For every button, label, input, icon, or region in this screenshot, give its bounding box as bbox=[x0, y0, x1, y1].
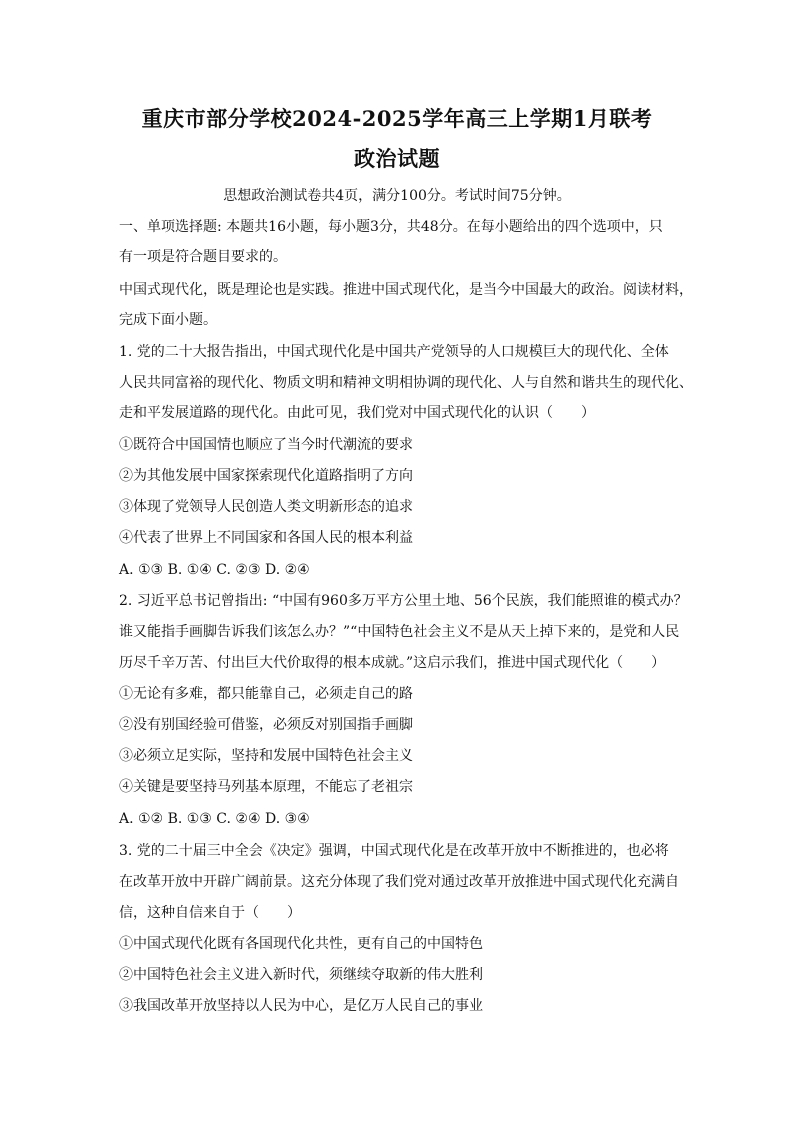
q2-stem: 历尽千辛万苦、付出巨大代价取得的根本成就。”这启示我们，推进中国式现代化（ ） bbox=[119, 655, 666, 671]
q1-statement: ③体现了党领导人民创造人类文明新形态的追求 bbox=[119, 499, 413, 515]
q2-statement: ③必须立足实际，坚持和发展中国特色社会主义 bbox=[119, 748, 413, 764]
q1-stem: 走和平发展道路的现代化。由此可见，我们党对中国式现代化的认识（ ） bbox=[119, 405, 595, 421]
q3-stem: 在改革开放中开辟广阔前景。这充分体现了我们党对通过改革开放推进中国式现代化充满自 bbox=[119, 874, 679, 890]
q2-statement: ①无论有多难，都只能靠自己，必须走自己的路 bbox=[119, 686, 413, 702]
q3-stem: 3. 党的二十届三中全会《决定》强调，中国式现代化是在改革开放中不断推进的，也必将 bbox=[119, 843, 669, 859]
q2-statement: ②没有别国经验可借鉴，必须反对别国指手画脚 bbox=[119, 717, 413, 733]
q2-stem: 谁又能指手画脚告诉我们该怎么办？”“中国特色社会主义不是从天上掉下来的，是党和人民 bbox=[119, 624, 680, 640]
exam-subtitle: 政治试题 bbox=[354, 146, 440, 171]
q1-statement: ②为其他发展中国家探索现代化道路指明了方向 bbox=[119, 468, 413, 484]
q1-statement: ①既符合中国国情也顺应了当今时代潮流的要求 bbox=[119, 437, 413, 453]
q1-options: A. ①③ B. ①④ C. ②③ D. ②④ bbox=[119, 562, 310, 578]
q1-stem: 人民共同富裕的现代化、物质文明和精神文明相协调的现代化、人与自然和谐共生的现代化、 bbox=[119, 375, 693, 391]
q2-stem: 2. 习近平总书记曾指出: “中国有960多万平方公里土地、56个民族，我们能照谁的模式办？ bbox=[119, 593, 688, 609]
q2-options: A. ①② B. ①③ C. ②④ D. ③④ bbox=[119, 811, 310, 827]
exam-title: 重庆市部分学校2024-2025学年高三上学期1月联考 bbox=[141, 106, 653, 131]
q3-statement: ②中国特色社会主义进入新时代，须继续夺取新的伟大胜利 bbox=[119, 967, 483, 983]
exam-info: 思想政治测试卷共4页，满分100分。考试时间75分钟。 bbox=[223, 188, 571, 204]
q3-statement: ③我国改革开放坚持以人民为中心，是亿万人民自己的事业 bbox=[119, 998, 483, 1014]
q1-stem: 1. 党的二十大报告指出，中国式现代化是中国共产党领导的人口规模巨大的现代化、全体 bbox=[119, 344, 669, 360]
section-heading-cont: 有一项是符合题目要求的。 bbox=[119, 249, 287, 265]
q1-statement: ④代表了世界上不同国家和各国人民的根本利益 bbox=[119, 530, 413, 546]
section-heading: 一、单项选择题: 本题共16小题，每小题3分，共48分。在每小题给出的四个选项中，只 bbox=[119, 219, 663, 235]
q3-statement: ①中国式现代化既有各国现代化共性，更有自己的中国特色 bbox=[119, 936, 483, 952]
q2-statement: ④关键是要坚持马列基本原理，不能忘了老祖宗 bbox=[119, 779, 413, 795]
q3-stem: 信，这种自信来自于（ ） bbox=[119, 905, 301, 921]
material-text-cont: 完成下面小题。 bbox=[119, 312, 217, 328]
material-text: 中国式现代化，既是理论也是实践。推进中国式现代化，是当今中国最大的政治。阅读材料， bbox=[119, 282, 693, 298]
